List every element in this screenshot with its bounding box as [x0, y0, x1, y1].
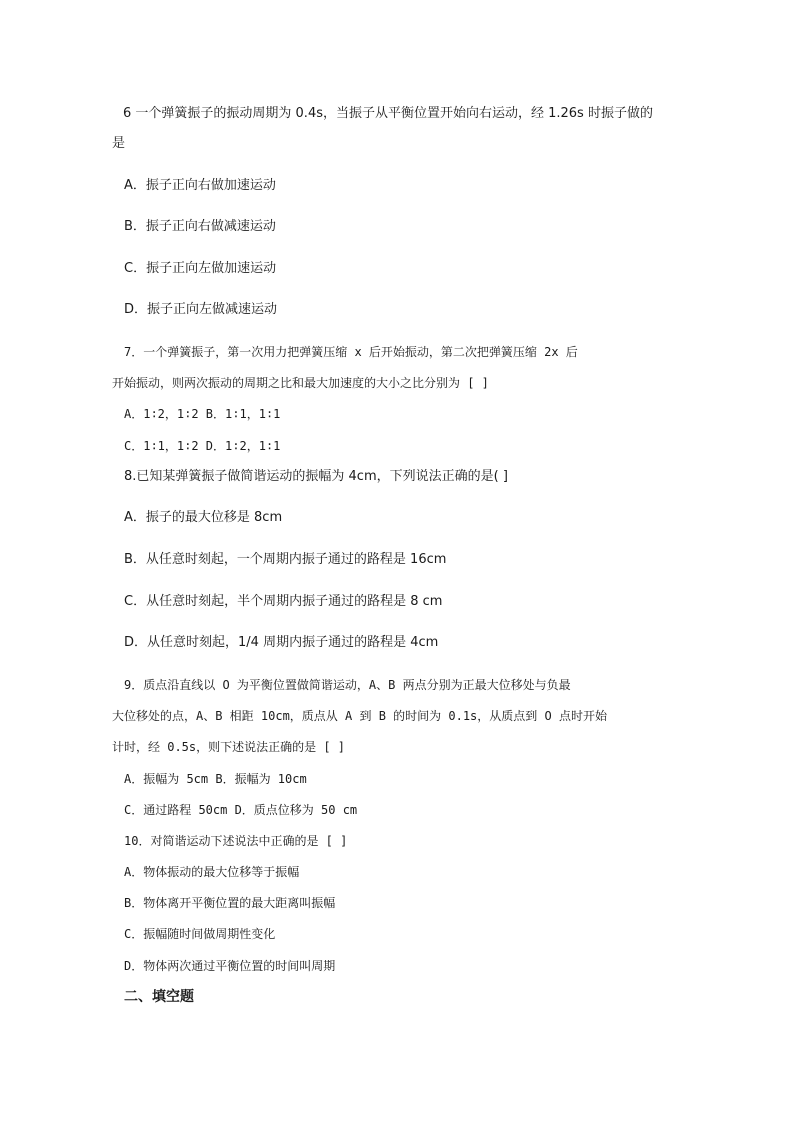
q8-option-c: C．从任意时刻起，半个周期内振子通过的路程是 8 cm — [124, 594, 443, 609]
q10-option-d: D．物体两次通过平衡位置的时间叫周期 — [124, 959, 336, 973]
q6-option-b: B．振子正向右做减速运动 — [124, 219, 276, 234]
q6-stem-line1: 6 一个弹簧振子的振动周期为 0.4s，当振子从平衡位置开始向右运动，经 1.26s 时振子做的 — [123, 106, 653, 121]
q7-stem-line2: 开始振动，则两次振动的周期之比和最大加速度的大小之比分别为 [ ] — [112, 376, 489, 390]
q7-stem-line1: 7．一个弹簧振子，第一次用力把弹簧压缩 x 后开始振动，第二次把弹簧压缩 2x 后 — [124, 345, 578, 359]
q7-options-line2: C．1∶1，1∶2 D．1∶2，1∶1 — [124, 439, 281, 453]
q9-stem-line1: 9．质点沿直线以 O 为平衡位置做简谐运动，A、B 两点分别为正最大位移处与负最 — [124, 678, 571, 692]
q8-option-d: D．从任意时刻起，1/4 周期内振子通过的路程是 4cm — [124, 635, 439, 650]
q6-option-d: D．振子正向左做减速运动 — [124, 302, 278, 317]
q8-option-b: B．从任意时刻起，一个周期内振子通过的路程是 16cm — [124, 552, 447, 567]
q9-stem-line2: 大位移处的点，A、B 相距 10cm，质点从 A 到 B 的时间为 0.1s，从质点到 O 点时开始 — [112, 709, 607, 723]
q8-stem: 8.已知某弹簧振子做简谐运动的振幅为 4cm，下列说法正确的是( ] — [124, 469, 508, 484]
q6-option-a: A．振子正向右做加速运动 — [124, 178, 276, 193]
q9-options-line2: C．通过路程 50cm D．质点位移为 50 cm — [124, 803, 358, 817]
q8-option-a: A．振子的最大位移是 8cm — [124, 510, 283, 525]
q10-option-b: B．物体离开平衡位置的最大距离叫振幅 — [124, 896, 336, 910]
q10-stem: 10．对简谐运动下述说法中正确的是 [ ] — [124, 834, 348, 848]
q6-option-c: C．振子正向左做加速运动 — [124, 261, 277, 276]
q9-options-line1: A．振幅为 5cm B．振幅为 10cm — [124, 772, 307, 786]
q7-options-line1: A．1∶2，1∶2 B．1∶1，1∶1 — [124, 407, 281, 421]
q9-stem-line3: 计时，经 0.5s，则下述说法正确的是 [ ] — [112, 740, 346, 754]
q10-option-c: C．振幅随时间做周期性变化 — [124, 927, 276, 941]
q10-option-a: A．物体振动的最大位移等于振幅 — [124, 865, 300, 879]
q6-stem-line2: 是 — [112, 136, 126, 151]
section-heading-fill-in: 二、填空题 — [124, 989, 194, 1005]
